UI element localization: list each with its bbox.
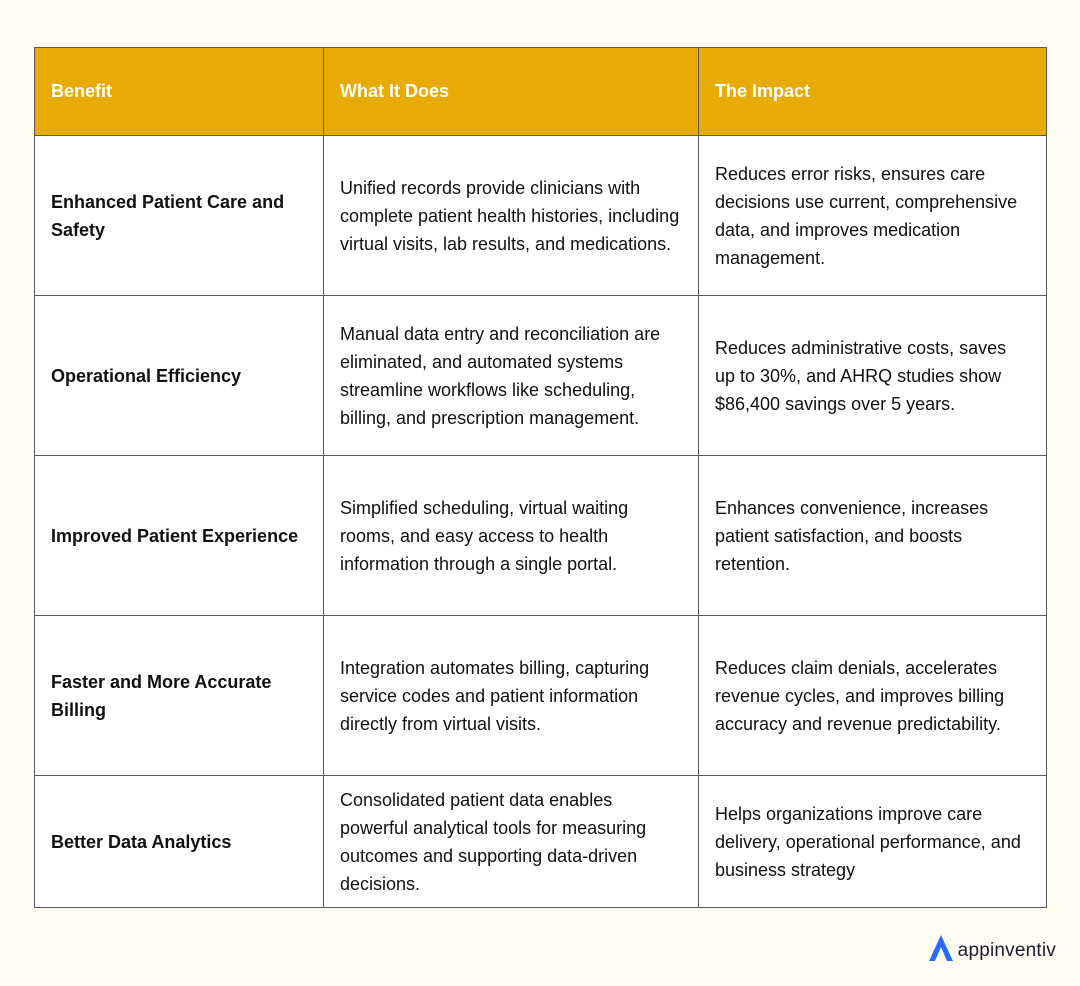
appinventiv-logo-icon bbox=[928, 934, 954, 967]
benefit-cell: Better Data Analytics bbox=[35, 776, 324, 908]
table-row bbox=[35, 136, 1047, 296]
header-the-impact: The Impact bbox=[699, 48, 1047, 136]
table-header-row bbox=[35, 48, 1047, 136]
what-it-does-cell: Unified records provide clinicians with complete patient health histories, including virtual visits, lab results, and medications. bbox=[324, 136, 699, 296]
impact-cell: Reduces error risks, ensures care decisions use current, comprehensive data, and improves medication management. bbox=[699, 136, 1047, 296]
brand-name: appinventiv bbox=[957, 939, 1056, 961]
header-benefit: Benefit bbox=[35, 48, 324, 136]
benefit-cell: Faster and More Accurate Billing bbox=[35, 616, 324, 776]
table-row bbox=[35, 616, 1047, 776]
impact-cell: Reduces administrative costs, saves up to 30%, and AHRQ studies show $86,400 savings over 5 years. bbox=[699, 296, 1047, 456]
table-row bbox=[35, 296, 1047, 456]
brand-logo[interactable] bbox=[928, 934, 1056, 967]
impact-cell: Enhances convenience, increases patient satisfaction, and boosts retention. bbox=[699, 456, 1047, 616]
benefit-cell: Enhanced Patient Care and Safety bbox=[35, 136, 324, 296]
benefits-table bbox=[34, 47, 1047, 908]
table-row bbox=[35, 776, 1047, 908]
benefit-cell: Improved Patient Experience bbox=[35, 456, 324, 616]
benefit-cell: Operational Efficiency bbox=[35, 296, 324, 456]
what-it-does-cell: Manual data entry and reconciliation are eliminated, and automated systems streamline workflows like scheduling, billing, and prescription management. bbox=[324, 296, 699, 456]
impact-cell: Reduces claim denials, accelerates revenue cycles, and improves billing accuracy and revenue predictability. bbox=[699, 616, 1047, 776]
what-it-does-cell: Consolidated patient data enables powerful analytical tools for measuring outcomes and supporting data-driven decisions. bbox=[324, 776, 699, 908]
header-what-it-does: What It Does bbox=[324, 48, 699, 136]
impact-cell: Helps organizations improve care delivery, operational performance, and business strategy bbox=[699, 776, 1047, 908]
what-it-does-cell: Simplified scheduling, virtual waiting rooms, and easy access to health information through a single portal. bbox=[324, 456, 699, 616]
table-row bbox=[35, 456, 1047, 616]
what-it-does-cell: Integration automates billing, capturing service codes and patient information directly from virtual visits. bbox=[324, 616, 699, 776]
